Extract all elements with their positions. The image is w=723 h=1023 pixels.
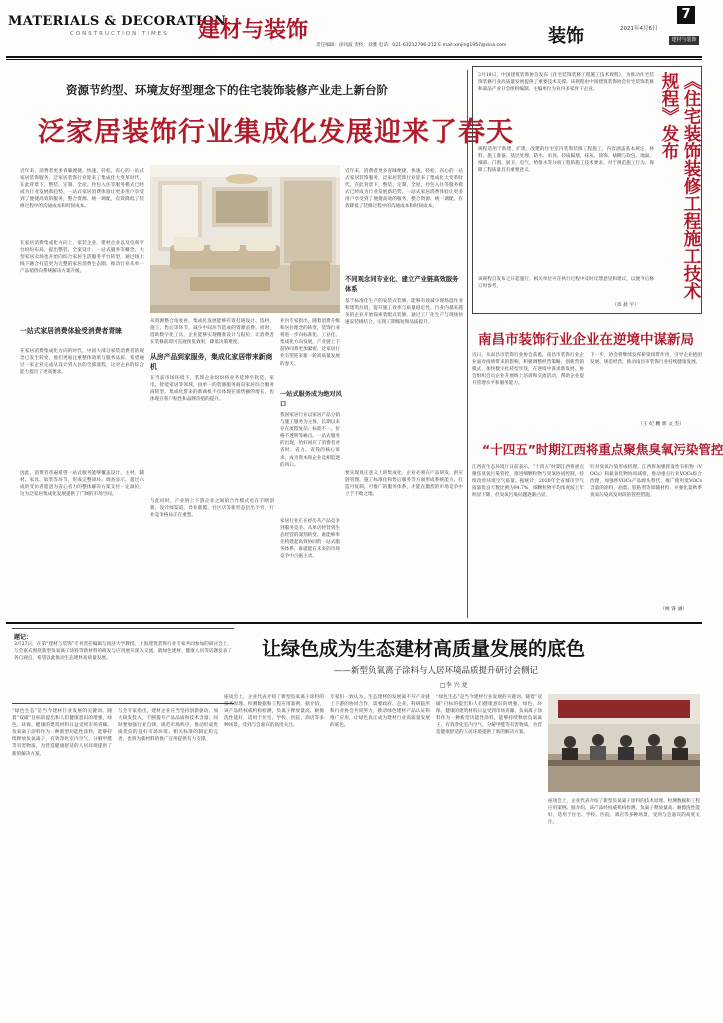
lead-body3-p1: 在当前市场环境下，装饰企业纷纷将业务延伸至软装、家电、智能家居等领域，由单一的装修服务商向家居综合服务商转型。集成化带来的新商机不仅体现在销售额的增长，也体现在客户粘性和品牌价值的提升。 [150,376,274,403]
nanchang-body-p2: 下一步，协会将继续发挥桥梁纽带作用，引导企业抱团发展、规范经营，推动南昌市装饰行业持续健康发展。 [590,353,702,366]
vertical-title: 《住宅装饰装修工程施工技术规程》发布 [659,72,701,300]
lead-body4-p2: 家居行业正在经历从产品竞争到服务竞争、从单店经营到生态经营的深刻转变。谁能够率先构建起高效协同的一站式服务体系，谁就能在未来的市场竞争中占据主动。 [280,519,340,560]
nanchang-headline: 南昌市装饰行业企业在逆境中谋新局 [478,332,694,348]
lower-photo [548,694,700,792]
lower-subtitle: ——新型负氧离子涂料与人居环境品质提升研讨会侧记 [334,666,539,676]
lead-body5-p2: 要实现真正意义上的集成化，企业必须在产品研发、供应链管理、施工标准化和售后服务等方面形成系统能力，打造可复制、可推广的服务体系，才能在激烈的市场竞争中立于不败之地。 [345,471,463,498]
lead-body3-p2: 与此同时，产业链上下游企业之间的合作模式也在不断创新，设计师渠道、异业联盟、社区店等新形态层出不穷，行业竞争格局正在重塑。 [150,499,274,519]
lead-headline: 泛家居装饰行业集成化发展迎来了春天 [38,117,514,148]
right-body-p3: 该规程自发布之日起施行，相关单位可在执行过程中及时反馈意见和建议，以便今后修订时参考。 [478,277,654,290]
lead-body-p4: 业内专家指出，随着消费升级和居住理念的转变，装饰行业将进一步向标准化、工业化、集成化方向发展，产业链上下游协同将更加紧密，泛家居行业有望迎来新一轮高质量发展的春天。 [280,319,340,367]
lower-body-p4: 专家们一致认为，生态建材的发展离不开产业链上下游的协同合作，需要政府、企业、科研院所和行业协会共同努力，推动绿色建材产品认证和推广应用，让绿色真正成为建材行业高质量发展的底色。 [330,695,430,729]
lower-headline: 让绿色成为生态建材高质量发展的底色 [262,638,586,660]
right-body-p1: 3月18日，中国建筑装饰协会发布《住宅装饰装修工程施工技术规程》，为推动住宅装饰装修行业高质量发展提供了重要技术支撑。该规程由中国建筑装饰协会住宅装饰装修和部品产业分会组织编制，主编单位为业内多家骨干企业。 [478,73,654,93]
right-byline: （章 晨 宇） [612,303,640,308]
lower-byline: □李 兴 龙 [440,682,468,689]
vertical-title-box [658,72,701,308]
lead-sub3: 一站式服务成为绝对风口 [280,391,342,408]
editor-note-title: 题记： [14,634,33,641]
editor-line: 责任编辑：徐风波 责校：刘雅 电话：021-63212796-212 E-mail:xinjing1957@sina.com [316,43,507,48]
jiangxi-headline: “十四五”时期江西将重点聚焦臭氧污染管控 [482,442,723,457]
right-body-p2: 规程适用于新建、扩建、改建的住宅室内装饰装修工程施工，内容涵盖基本规定、材料、施工准备、基层处理、防水、吊顶、轻质隔墙、抹灰、涂饰、裱糊与软包、地面、细部、门窗、厨卫、电气、给排水等分项工程的施工技术要求，对于规范施工行为、保障工程质量具有重要意义。 [478,147,654,174]
lead-body-p2: 在家居消费集成化方向上，家装企业、建材企业以及电商平台纷纷布局，提出整装、全案设计、一站式服务等概念。大型家居卖场也开始向综合家居生活服务平台转型，通过线上线下融合打造更为完整的家居消费生态圈，推动行业从单一产品销售向系统解决方案升级。 [20,241,144,275]
lower-body-p2: 与会专家指出，建材企业应当坚持创新驱动，加大研发投入，不断提升产品品质和技术含量；同时要加强行业自律，规范市场秩序，推动形成优质优价的良好市场环境。相关标准的制定和完善，也将为新材料的推广应用提供有力支撑。 [118,709,218,743]
masthead [0,0,708,62]
paper-name: 建材与装饰 [198,18,309,43]
lead-sub4: 不同观念同专业化、建立产业链高效服务体系 [345,276,459,293]
lead-sub1: 一站式家居消费体验受消费者青睐 [20,327,122,335]
lead-photo [150,165,340,313]
lead-body-p1: 近年来，消费者更多青睐便捷、快速、轻松、省心的一站式家居装饰服务，泛家居装饰行业迎来了集成化大变革时代。在此背景下，整装、定制、全屋、拎包入住等服务模式已经成为行业发展新趋势。一站式家居消费体验让更多用户享受到了便捷高效的服务，整合资源、统一调配，有效降低了装修过程中的沟通成本和时间成本。 [20,169,144,210]
editor-note-box [12,628,234,704]
logo-main: MATERIALS & DECORATION [8,14,227,29]
page-tag: 建材与装饰 [669,36,699,45]
lead-body-p5: 近年来，消费者更多青睐便捷、快速、轻松、省心的一站式家居装饰服务，泛家居装饰行业迎来了集成化大变革时代。在此背景下，整装、定制、全屋、拎包入住等服务模式已经成为行业发展新趋势。一站式家居消费体验让更多用户享受到了便捷高效的服务，整合资源、统一调配，有效降低了装修过程中的沟通成本和时间成本。 [345,169,463,210]
editor-note-text: 3月27日，在第“建材与装饰”专刊责任编辑与同济大学教授、上海建筑装饰行业专家共同参加的研讨会上，与会嘉宾围绕新型负氧离子涂料等新材料的研发与应用展开深入交流，就绿色建材、健康人居等话题发表了各自观点，希望以此推动生态建材高质量发展。 [14,642,232,662]
lead-column-divider [467,70,468,618]
jiangxi-body-p2: 针对臭氧污染形成机理，江西将加强挥发性有机物（VOCs）和氮氧化物协同减排，推动重点行业VOCs综合治理，加强涉VOCs产品源头替代，推广使用低VOCs含量的涂料、油墨、胶粘剂等原辅材料，并强化夏秋季臭氧污染高发时段的管控措施。 [590,465,702,499]
lead-body5-p1: 基于标准化生产的安装式装修，能够有效减少现场湿作业和建筑垃圾，提升施工效率与质量稳定性。行业内越来越多的企业开始探索装配式装修，通过工厂化生产与现场快速安装相结合，实现工期缩短和品质提升。 [345,299,463,326]
lead-sub2: 从房产品到家服务，集成化家居带来新商机 [150,353,273,371]
lead-body-p3: 从资源整合角度看，集成化发展能够有效打通设计、选材、施工、售后等环节，减少中间环节造成的资源浪费。同时，借助数字化工具，企业能够实现精准设计与报价，让消费者在装修前即可直观预览效果，降低决策难度。 [150,319,274,346]
jiangxi-body-p1: 江西省生态环境厅日前表示，“十四五”时期江西将重点聚焦臭氧污染管控，推进细颗粒物与臭氧协同控制，持续改善环境空气质量。据统计，2020年全省城市空气质量优良天数比例为94.7%，细颗粒物平均浓度较上年明显下降，但臭氧污染问题逐渐凸显。 [472,465,584,499]
logo-sub: CONSTRUCTION TIMES [70,31,169,37]
nanchang-byline: （王 纪 鹏 郭 文 杰） [638,422,684,427]
nanchang-body-p1: 近日，从南昌市装饰行业协会获悉，南昌市装饰行业企业面对疫情带来的影响，积极调整经营策略，创新营销模式，加快数字化转型步伐，在逆境中谋求新发展。协会组织会员企业开展线上培训和交流活动，帮助企业提升管理水平和服务能力。 [472,353,584,387]
lead-body4-p1: 我国家居行业以家居产品分销与施工服务为主体，长期以来存在流程复杂、标准不一、价格不透明等痛点。一站式服务的出现，恰好回应了消费者对省时、省力、省钱的核心诉求，成为资本和企业竞相追逐的风口。 [280,413,340,468]
issue-date: 2021年4月6日 [620,26,658,32]
lower-body-p3: 座谈会上，企业代表介绍了新型负氧离子涂料的技术原理、检测数据和工程应用案例。据介绍，该产品经权威机构检测，负离子释放量高、耐擦洗性能好，适用于住宅、学校、医院、酒店等多种场景，受到与会嘉宾的高度关注。 [224,695,324,729]
lower-body-p6: 座谈会上，企业代表介绍了新型负氧离子涂料的技术原理、检测数据和工程应用案例。据介绍，该产品经权威机构检测，负离子释放量高、耐擦洗性能好，适用于住宅、学校、医院、酒店等多种场景，受到与会嘉宾的高度关注。 [548,799,700,826]
seminar-photo-illustration [548,694,700,792]
lower-body-p5: “绿色生态”是当今建材行业发展的关键词。随着“双碳”目标的提出和人们健康意识的增强，绿色、环保、健康的建筑材料日益受到市场青睐。负氧离子涂料作为一种新型功能性涂料，能够持续释放负氧离子，有效净化室内空气，分解甲醛等有害物质，为营造健康舒适的人居环境提供了新的解决方案。 [436,695,542,736]
section-name: 装饰 [548,26,584,47]
lead-body2-p2: 因此，消费者普遍希望一站式服务能够覆盖设计、主材、辅材、家具、软装等环节，形成完整闭环。调查显示，超过六成的受访者愿意为省心省力的整体解决方案支付一定溢价，这为泛家居集成化发展提供了广阔的市场空间。 [20,471,144,498]
page-number: 7 [677,6,695,24]
masthead-rule [6,56,702,58]
jiangxi-byline: （林 睿 涵） [660,607,688,612]
masthead-rule-thin [6,59,702,60]
lead-body2-p1: 在家居消费集成化方向的时代，中国大部分家装消费者的观念已发生转变，他们更加注重整体效果与服务品质，希望通过一家企业完成从设计到入住的全部流程，这对企业的综合能力提出了更高要求。 [20,349,144,376]
lower-body-p1: “绿色生态”是当今建材行业发展的关键词。随着“双碳”目标的提出和人们健康意识的增强，绿色、环保、健康的建筑材料日益受到市场青睐。负氧离子涂料作为一种新型功能性涂料，能够持续释放负氧离子，有效净化室内空气，分解甲醛等有害物质，为营造健康舒适的人居环境提供了新的解决方案。 [12,709,112,757]
lead-kicker: 资源节约型、环境友好型理念下的住宅装饰装修产业走上新台阶 [66,83,388,97]
mid-page-rule [6,622,702,624]
interior-photo-illustration [150,165,340,313]
